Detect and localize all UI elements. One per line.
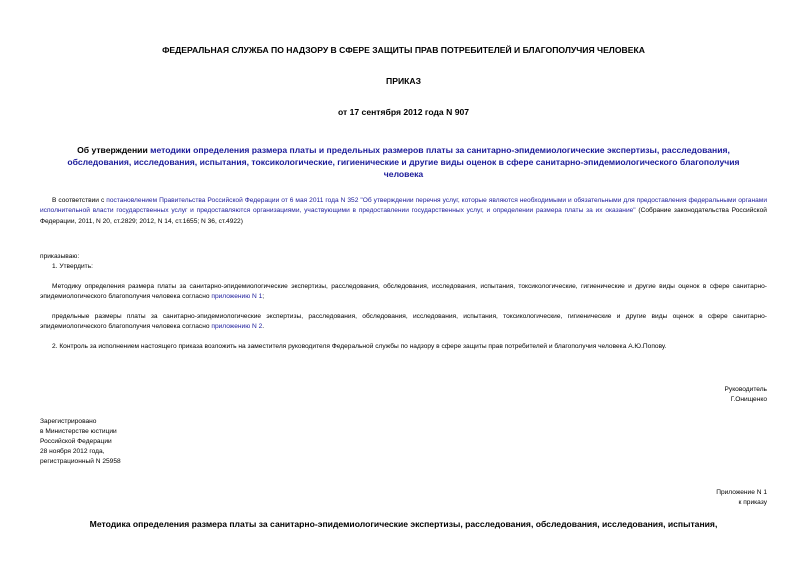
item-1: 1. Утвердить: <box>52 263 93 270</box>
item-1b-end: . <box>262 323 265 331</box>
registration-line-2: в Министерстве юстиции <box>40 428 117 435</box>
item-1a <box>40 282 767 303</box>
appendix-1-link[interactable]: приложению N 1 <box>211 293 263 301</box>
preamble-text: В соответствии с <box>52 197 107 204</box>
item-1b-text: предельные размеры платы за санитарно-эпидемиологические экспертизы, расследования, обследования, исследования, испытания, токсикологические, гигиенические и другие виды оценок в сфере санитарно-эпидемиологического благополучия человека согласно <box>40 313 767 331</box>
document-title <box>60 144 747 180</box>
item-1a-end: ; <box>262 293 265 301</box>
registration-line-4: 28 ноября 2012 года, <box>40 448 105 455</box>
appendix-heading: Методика определения размера платы за санитарно-эпидемиологические экспертизы, расследования, обследования, исследования, испытания, <box>89 519 718 529</box>
registration-line-1: Зарегистрировано <box>40 418 97 425</box>
appendix-to-order: к приказу <box>738 499 767 506</box>
appendix-2-link[interactable]: приложению N 2 <box>211 323 263 331</box>
title-prefix: Об утверждении <box>77 145 151 155</box>
appendix-label: Приложение N 1 <box>716 489 767 496</box>
preamble-source: (Собрание законодательства Российской Федерации, 2011, N 20, ст.2829; 2012, N 14, ст.1655; N 36, ст.4922) <box>40 207 767 225</box>
government-decree-link[interactable]: постановлением Правительства Российской Федерации от 6 мая 2011 года N 352 "Об утверждении перечня услуг, которые являются необходимыми и обязательными для предоставления федеральными органами исполнительной власти государственных услуг и предоставляются организациями, участвующими в предоставлении государственных услуг, и определении размера платы за их оказание" <box>40 197 767 215</box>
item-2: 2. Контроль за исполнением настоящего приказа возложить на заместителя руководителя Федеральной службы по надзору в сфере защиты прав потребителей и благополучия человека А.Ю.Попову. <box>52 343 667 350</box>
title-link[interactable]: методики определения размера платы и предельных размеров платы за санитарно-эпидемиологические экспертизы, расследования, обследования, исследования, испытания, токсикологические, гигиенические и другие виды оценок в сфере санитарно-эпидемиологического благополучия человека <box>67 145 740 179</box>
document-type: ПРИКАЗ <box>386 76 421 86</box>
agency-name: ФЕДЕРАЛЬНАЯ СЛУЖБА ПО НАДЗОРУ В СФЕРЕ ЗАЩИТЫ ПРАВ ПОТРЕБИТЕЛЕЙ И БЛАГОПОЛУЧИЯ ЧЕЛОВЕКА <box>162 45 645 55</box>
registration-line-5: регистрационный N 25958 <box>40 458 121 465</box>
item-1b <box>40 312 767 333</box>
orders-label: приказываю: <box>40 253 80 260</box>
signature-position: Руководитель <box>724 386 767 393</box>
signature-name: Г.Онищенко <box>730 396 767 403</box>
registration-line-3: Российской Федерации <box>40 438 112 445</box>
item-1a-text: Методику определения размера платы за санитарно-эпидемиологические экспертизы, расследования, обследования, исследования, испытания, токсикологические, гигиенические и другие виды оценок в сфере санитарно-эпидемиологического благополучия человека согласно <box>40 283 767 301</box>
document-date-number: от 17 сентября 2012 года N 907 <box>337 107 470 117</box>
preamble <box>40 196 767 227</box>
